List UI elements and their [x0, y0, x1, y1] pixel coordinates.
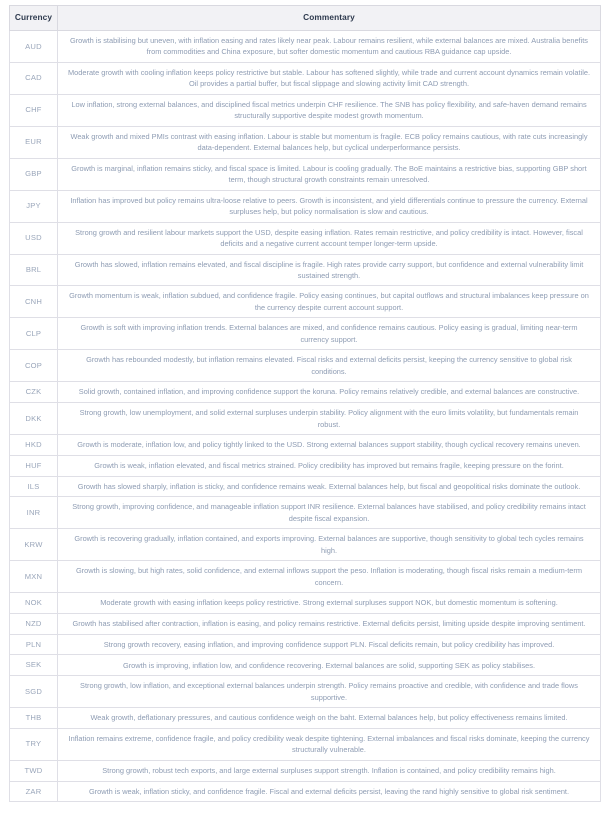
cell-commentary: Growth has slowed, inflation remains elevated, and fiscal discipline is fragile. High rates provide carry support, but confidence and external vulnerability limit sustained strength. [58, 254, 601, 286]
cell-currency: COP [10, 350, 58, 382]
cell-currency: JPY [10, 190, 58, 222]
cell-commentary: Strong growth, low unemployment, and solid external surpluses underpin stability. Policy alignment with the euro limits volatility, but fundamentals remain robust. [58, 403, 601, 435]
table-row [10, 781, 601, 802]
cell-currency: HUF [10, 455, 58, 476]
cell-currency: BRL [10, 254, 58, 286]
cell-currency: MXN [10, 561, 58, 593]
cell-currency: HKD [10, 434, 58, 455]
table-row [10, 455, 601, 476]
table-row [10, 222, 601, 254]
table-row [10, 593, 601, 614]
table-row [10, 94, 601, 126]
cell-commentary: Growth momentum is weak, inflation subdued, and confidence fragile. Policy easing continues, but capital outflows and structural imbalances keep pressure on the currency despite current account support. [58, 286, 601, 318]
table-row [10, 708, 601, 729]
table-row [10, 158, 601, 190]
cell-currency: CAD [10, 62, 58, 94]
cell-currency: NZD [10, 613, 58, 634]
currency-commentary-table [9, 5, 601, 802]
column-header-commentary: Commentary [58, 6, 601, 31]
cell-currency: INR [10, 497, 58, 529]
table-row [10, 613, 601, 634]
cell-commentary: Strong growth, robust tech exports, and large external surpluses support strength. Inflation is contained, and policy credibility remains high. [58, 760, 601, 781]
table-row [10, 190, 601, 222]
cell-commentary: Growth has rebounded modestly, but inflation remains elevated. Fiscal risks and external deficits persist, keeping the currency sensitive to global risk conditions. [58, 350, 601, 382]
cell-commentary: Strong growth recovery, easing inflation, and improving confidence support PLN. Fiscal deficits remain, but policy credibility has improved. [58, 634, 601, 655]
cell-currency: NOK [10, 593, 58, 614]
table-row [10, 382, 601, 403]
cell-currency: CHF [10, 94, 58, 126]
cell-currency: TWD [10, 760, 58, 781]
table-body [10, 30, 601, 801]
table-row [10, 561, 601, 593]
cell-commentary: Growth is marginal, inflation remains sticky, and fiscal space is limited. Labour is cooling gradually. The BoE maintains a restrictive bias, supporting GBP short term, though structural growth constraints remain unresolved. [58, 158, 601, 190]
cell-commentary: Growth is slowing, but high rates, solid confidence, and external inflows support the peso. Inflation is moderating, though fiscal risks remain a medium-term concern. [58, 561, 601, 593]
cell-currency: DKK [10, 403, 58, 435]
cell-commentary: Growth is improving, inflation low, and confidence recovering. External balances are solid, supporting SEK as policy stabilises. [58, 655, 601, 676]
cell-commentary: Growth is recovering gradually, inflation contained, and exports improving. External balances are supportive, though sensitivity to global tech cycles remains high. [58, 529, 601, 561]
cell-commentary: Solid growth, contained inflation, and improving confidence support the koruna. Policy remains relatively credible, and external balances are constructive. [58, 382, 601, 403]
cell-commentary: Moderate growth with cooling inflation keeps policy restrictive but stable. Labour has softened slightly, while trade and current account dynamics remain volatile. Oil provides a partial buffer, but fiscal slippage and slowing activity limit CAD strength. [58, 62, 601, 94]
table-row [10, 497, 601, 529]
cell-commentary: Growth is soft with improving inflation trends. External balances are mixed, and confidence remains cautious. Policy easing is gradual, limiting near-term currency support. [58, 318, 601, 350]
cell-currency: CNH [10, 286, 58, 318]
cell-currency: THB [10, 708, 58, 729]
table-row [10, 760, 601, 781]
cell-commentary: Low inflation, strong external balances, and disciplined fiscal metrics underpin CHF resilience. The SNB has policy flexibility, and safe-haven demand remains structurally supportive despite modest growth momentum. [58, 94, 601, 126]
cell-commentary: Strong growth, improving confidence, and manageable inflation support INR resilience. External balances have stabilised, and policy credibility remains intact despite fiscal expansion. [58, 497, 601, 529]
cell-currency: GBP [10, 158, 58, 190]
cell-commentary: Growth has slowed sharply, inflation is sticky, and confidence remains weak. External balances help, but fiscal and geopolitical risks dominate the outlook. [58, 476, 601, 497]
table-row [10, 728, 601, 760]
table-row [10, 634, 601, 655]
table-row [10, 254, 601, 286]
cell-commentary: Growth is moderate, inflation low, and policy tightly linked to the USD. Strong external balances support stability, though cyclical recovery remains uneven. [58, 434, 601, 455]
cell-commentary: Strong growth, low inflation, and exceptional external balances underpin strength. Policy remains proactive and credible, with confidence and trade flows supportive. [58, 676, 601, 708]
table-row [10, 403, 601, 435]
cell-currency: EUR [10, 126, 58, 158]
table-row [10, 655, 601, 676]
cell-currency: SGD [10, 676, 58, 708]
table-row [10, 286, 601, 318]
table-row [10, 318, 601, 350]
cell-commentary: Moderate growth with easing inflation keeps policy restrictive. Strong external surpluses support NOK, but domestic momentum is softening. [58, 593, 601, 614]
cell-commentary: Growth is weak, inflation elevated, and fiscal metrics strained. Policy credibility has improved but remains fragile, keeping pressure on the forint. [58, 455, 601, 476]
table-header-row [10, 6, 601, 31]
cell-commentary: Growth is weak, inflation sticky, and confidence fragile. Fiscal and external deficits persist, leaving the rand highly sensitive to global risk sentiment. [58, 781, 601, 802]
cell-commentary: Growth is stabilising but uneven, with inflation easing and rates likely near peak. Labour remains resilient, while external balances are mixed. Australia benefits from commodities and China exposure, but softer domestic momentum and cautious RBA guidance cap upside. [58, 30, 601, 62]
cell-commentary: Inflation has improved but policy remains ultra-loose relative to peers. Growth is inconsistent, and yield differentials continue to pressure the currency. External surpluses help, but policy normalisation is slow and cautious. [58, 190, 601, 222]
cell-currency: ZAR [10, 781, 58, 802]
table-row [10, 126, 601, 158]
cell-currency: CLP [10, 318, 58, 350]
cell-currency: ILS [10, 476, 58, 497]
table-row [10, 62, 601, 94]
table-row [10, 30, 601, 62]
cell-currency: PLN [10, 634, 58, 655]
cell-commentary: Strong growth and resilient labour markets support the USD, despite easing inflation. Rates remain restrictive, and policy credibility is intact. However, fiscal deficits and a negative current account temper longer-term upside. [58, 222, 601, 254]
cell-currency: USD [10, 222, 58, 254]
cell-currency: CZK [10, 382, 58, 403]
cell-currency: SEK [10, 655, 58, 676]
cell-currency: KRW [10, 529, 58, 561]
cell-commentary: Growth has stabilised after contraction, inflation is easing, and policy remains restrictive. External deficits persist, limiting upside despite improving sentiment. [58, 613, 601, 634]
table-row [10, 476, 601, 497]
table-row [10, 350, 601, 382]
table-row [10, 529, 601, 561]
cell-commentary: Inflation remains extreme, confidence fragile, and policy credibility weak despite tightening. External imbalances and fiscal risks dominate, keeping the currency structurally vulnerable. [58, 728, 601, 760]
cell-currency: AUD [10, 30, 58, 62]
column-header-currency: Currency [10, 6, 58, 31]
cell-commentary: Weak growth, deflationary pressures, and cautious confidence weigh on the baht. External balances help, but policy effectiveness remains limited. [58, 708, 601, 729]
cell-currency: TRY [10, 728, 58, 760]
table-row [10, 676, 601, 708]
table-header [10, 6, 601, 31]
table-row [10, 434, 601, 455]
cell-commentary: Weak growth and mixed PMIs contrast with easing inflation. Labour is stable but momentum is fragile. ECB policy remains cautious, with rate cuts increasingly data-dependent. External balances help, but cyclical underperformance persists. [58, 126, 601, 158]
